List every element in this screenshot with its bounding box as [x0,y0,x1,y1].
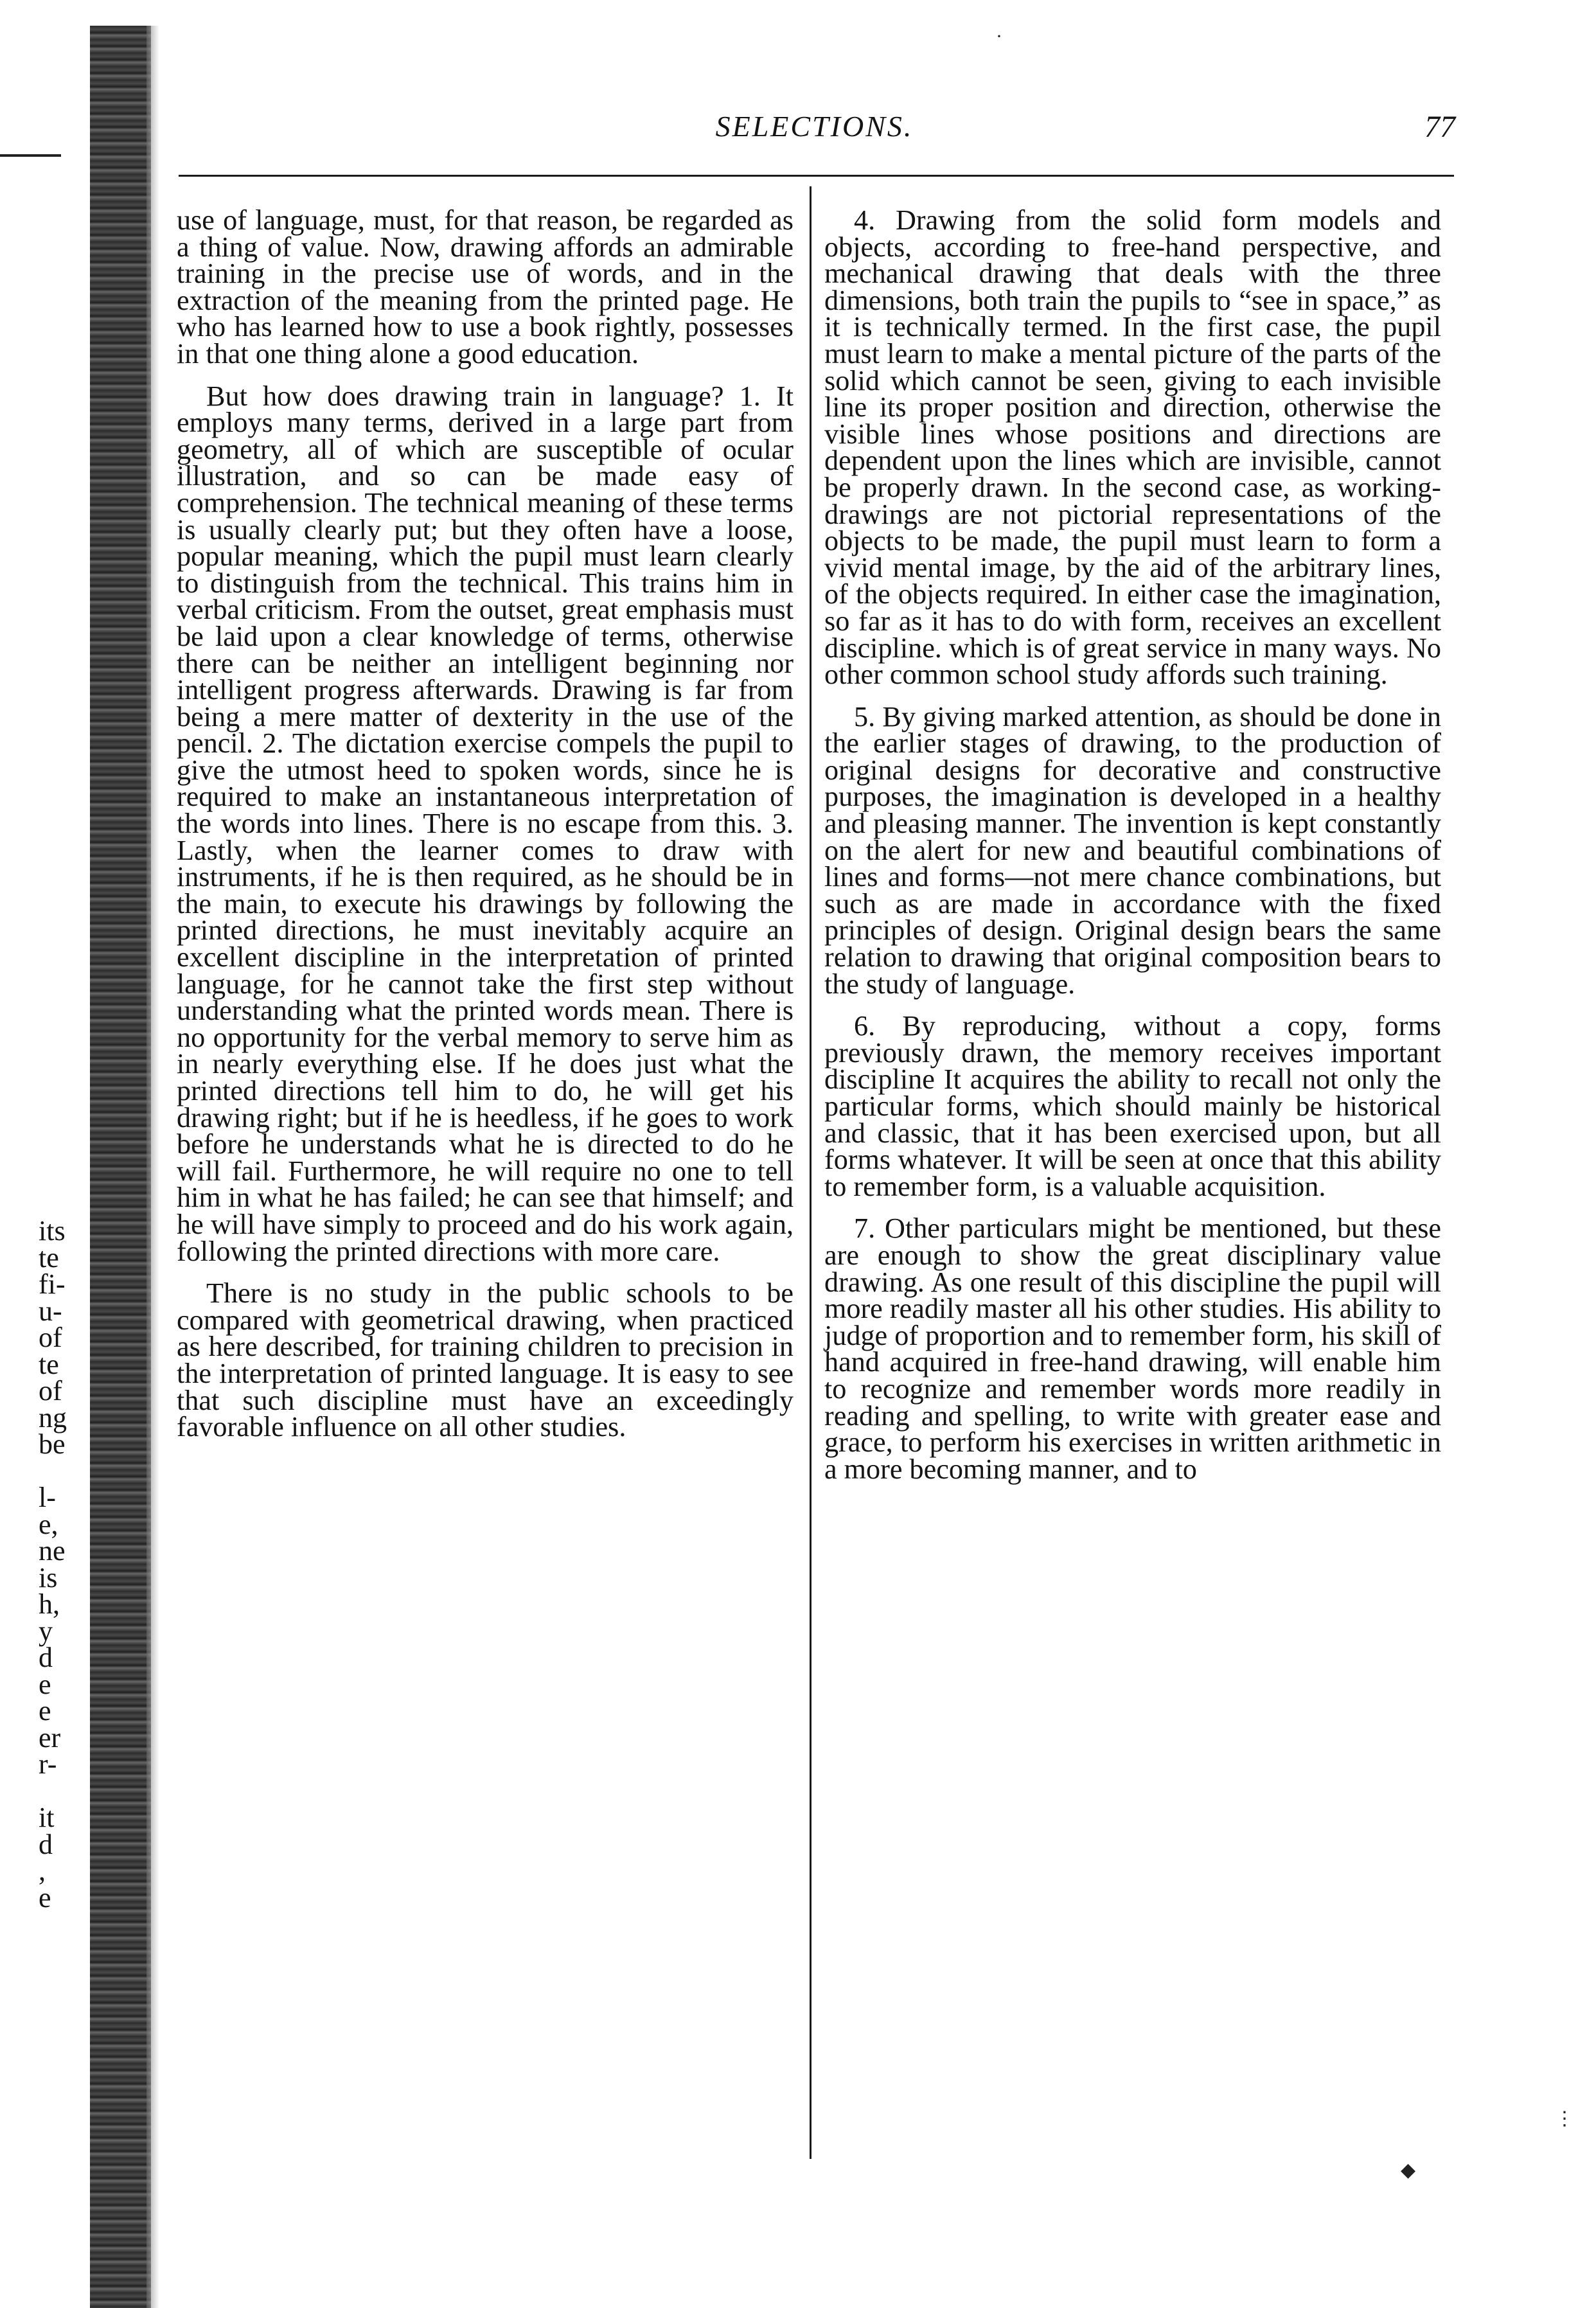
paragraph: use of language, must, for that reason, be regarded as a thing of value. Now, drawing affords an admirable training in the precise use of words, and in the extraction of the meaning from the printed page. He who has learned how to use a book rightly, possesses in that one thing alone a good education. [177,204,794,369]
ink-speck: ⋮ [1555,2108,1574,2129]
running-head [173,109,1455,148]
margin-fragment [39,1778,90,1805]
margin-fragment: r- [39,1748,57,1780]
left-column [177,204,794,1443]
column-divider [810,186,811,2159]
paragraph: 5. By giving marked attention, as should be done in the earlier stages of drawing, to the production of original designs for decorative and constructive purposes, the imagination is developed in a healthy and pleasing manner. The invention is kept constantly on the alert for new and beautiful combinations of lines and forms—not mere chance combinations, but such as are made in accordance with the fixed principles of design. Original design bears the same relation to drawing that original composition bears to the study of language. [824,700,1441,1000]
margin-mark [0,154,61,157]
facing-page-fragments [39,1215,90,1913]
margin-fragment: e [39,1668,51,1700]
margin-fragment: l- [39,1482,56,1513]
margin-fragment: its [39,1215,66,1247]
margin-fragment: it [39,1802,55,1833]
margin-fragment: y [39,1615,53,1647]
margin-fragment: e [39,1881,51,1913]
margin-fragment: be [39,1428,66,1460]
ink-speck: ◆ [1401,2160,1416,2181]
margin-fragment: fi- [39,1268,66,1300]
page-number: 77 [1424,110,1455,144]
margin-fragment: d [39,1828,53,1860]
margin-fragment [39,1458,90,1485]
margin-fragment: e, [39,1508,58,1540]
paragraph: There is no study in the public schools to be compared with geometrical drawing, when practiced as here described, for training children to precision in the interpretation of printed language. It is easy to see that such discipline must have an exceedingly favorable influence on all other studies. [177,1277,794,1443]
margin-fragment: te [39,1241,59,1274]
margin-fragment: er [39,1721,61,1753]
margin-fragment: of [39,1375,62,1407]
margin-fragment: te [39,1348,59,1380]
margin-fragment: ng [39,1401,67,1434]
ink-speck: · [996,26,1002,47]
margin-fragment: e [39,1695,51,1727]
paragraph: 6. By reproducing, without a copy, forms previously drawn, the memory receives important discipline It acquires the ability to recall not only the particular forms, which should mainly be historical and classic, that it has been exercised upon, but all forms whatever. It will be seen at once that this ability to remember form, is a valuable acquisition. [824,1010,1441,1202]
margin-fragment: ne [39,1535,66,1567]
paragraph: 7. Other particulars might be mentioned, but these are enough to show the great disciplinary value drawing. As one result of this discipline the pupil will more readily master all his other studies. His ability to judge of proportion and to remember form, his skill of hand acquired in free-hand drawing, will enable him to recognize and remember words more readily in reading and spelling, to write with greater ease and grace, to perform his exercises in written arithmetic in a more becoming manner, and to [824,1212,1441,1485]
running-title: SELECTIONS. [715,110,914,143]
paragraph: 4. Drawing from the solid form models and objects, according to free-hand perspective, and mechanical drawing that deals with the three dimensions, both train the pupils to “see in space,” as it is technically termed. In the first case, the pupil must learn to make a mental picture of the parts of the solid which cannot be seen, giving to each invisible line its proper position and direction, otherwise the visible lines whose positions and directions are dependent upon the lines which are invisible, cannot be properly drawn. In the second case, as working-drawings are not pictorial representations of the objects to be made, the pupil must learn to form a vivid mental image, by the aid of the arbitrary lines, of the objects required. In either case the imagination, so far as it has to do with form, receives an excellent discipline. which is of great service in many ways. No other common school study affords such training. [824,204,1441,691]
margin-fragment: u- [39,1295,62,1327]
margin-fragment: h, [39,1588,60,1620]
margin-fragment: of [39,1322,62,1353]
paragraph: But how does drawing train in language? 1. It employs many terms, derived in a large part from geometry, all of which are susceptible of ocular illustration, and so can be made easy of comprehension. The technical meaning of these terms is usually clearly put; but they often have a loose, popular meaning, which the pupil must learn clearly to distinguish from the technical. This trains him in verbal criticism. From the outset, great emphasis must be laid upon a clear knowledge of terms, otherwise there can be neither an intelligent beginning nor intelligent progress afterwards. Drawing is far from being a mere matter of dexterity in the use of the pencil. 2. The dictation exercise compels the pupil to give the utmost heed to spoken words, since he is required to make an instantaneous interpretation of the words into lines. There is no escape from this. 3. Lastly, when the learner comes to draw with instruments, if he is then required, as he should be in the main, to execute his drawings by following the printed directions, he must inevitably acquire an excellent discipline in the interpretation of printed language, for he cannot take the first step without understanding what the printed words mean. There is no opportunity for the verbal memory to serve him as in nearly everything else. If he does just what the printed directions tell him to do, he will get his drawing right; but if he is heedless, if he goes to work before he understands what he is directed to do he will fail. Furthermore, he will require no one to tell him in what he has failed; he can see that himself; and he will have simply to proceed and do his work again, following the printed directions with more care. [177,380,794,1267]
margin-fragment: is [39,1561,58,1593]
margin-fragment: , [39,1855,46,1886]
margin-fragment: d [39,1642,53,1673]
right-column [824,204,1441,1485]
header-rule [179,175,1454,177]
book-binding-gutter [90,26,151,2308]
binding-shadow [146,26,159,2308]
